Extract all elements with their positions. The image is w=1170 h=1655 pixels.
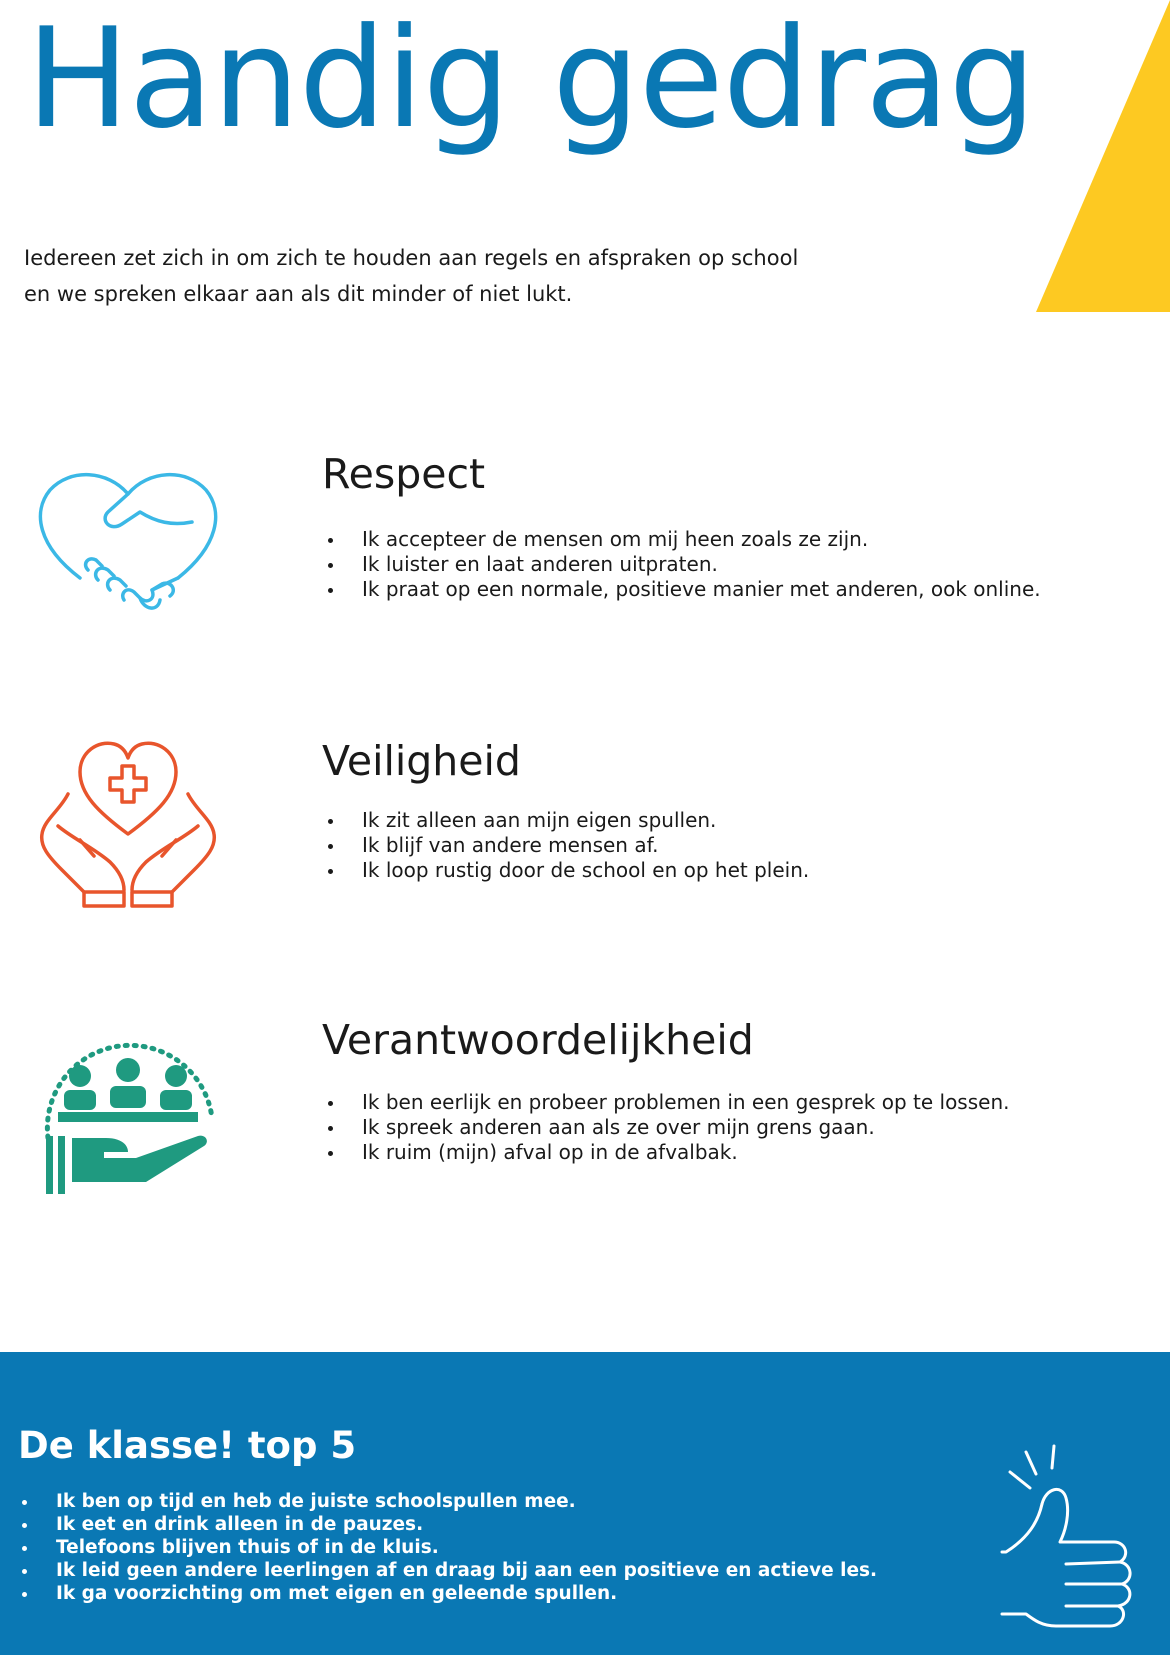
footer-banner xyxy=(0,1352,1170,1655)
list-item: Ik loop rustig door de school en op het plein. xyxy=(322,858,809,883)
list-item: Telefoons blijven thuis of in de kluis. xyxy=(18,1536,877,1559)
footer-title: De klasse! top 5 xyxy=(18,1424,357,1467)
list-item: Ik praat op een normale, positieve manier met anderen, ook online. xyxy=(322,577,1041,602)
list-item: Ik ben eerlijk en probeer problemen in een gesprek op te lossen. xyxy=(322,1090,1009,1115)
list-item: Ik leid geen andere leerlingen af en draag bij aan een positieve en actieve les. xyxy=(18,1559,877,1582)
section-list xyxy=(322,527,1041,602)
list-item: Ik ruim (mijn) afval op in de afvalbak. xyxy=(322,1140,1009,1165)
hands-heart-cross-icon xyxy=(28,730,228,910)
intro-line: Iedereen zet zich in om zich te houden aan regels en afspraken op school xyxy=(24,246,799,270)
handshake-heart-icon xyxy=(28,460,228,620)
section-list xyxy=(322,1090,1009,1165)
list-item: Ik luister en laat anderen uitpraten. xyxy=(322,552,1041,577)
thumbs-up-icon xyxy=(996,1438,1166,1638)
intro-line: en we spreken elkaar aan als dit minder of niet lukt. xyxy=(24,282,573,306)
list-item: Ik accepteer de mensen om mij heen zoals ze zijn. xyxy=(322,527,1041,552)
list-item: Ik ben op tijd en heb de juiste schoolspullen mee. xyxy=(18,1490,877,1513)
people-hand-icon xyxy=(28,1018,228,1198)
list-item: Ik zit alleen aan mijn eigen spullen. xyxy=(322,808,809,833)
footer-list xyxy=(18,1490,877,1605)
list-item: Ik eet en drink alleen in de pauzes. xyxy=(18,1513,877,1536)
section-list xyxy=(322,808,809,883)
section-title: Verantwoordelijkheid xyxy=(322,1016,754,1064)
list-item: Ik ga voorzichting om met eigen en geleende spullen. xyxy=(18,1582,877,1605)
list-item: Ik blijf van andere mensen af. xyxy=(322,833,809,858)
section-title: Respect xyxy=(322,450,486,498)
intro-text xyxy=(24,240,964,312)
page-title: Handig gedrag xyxy=(26,0,1036,159)
list-item: Ik spreek anderen aan als ze over mijn grens gaan. xyxy=(322,1115,1009,1140)
yellow-triangle-decoration xyxy=(1036,0,1170,312)
section-title: Veiligheid xyxy=(322,737,521,785)
